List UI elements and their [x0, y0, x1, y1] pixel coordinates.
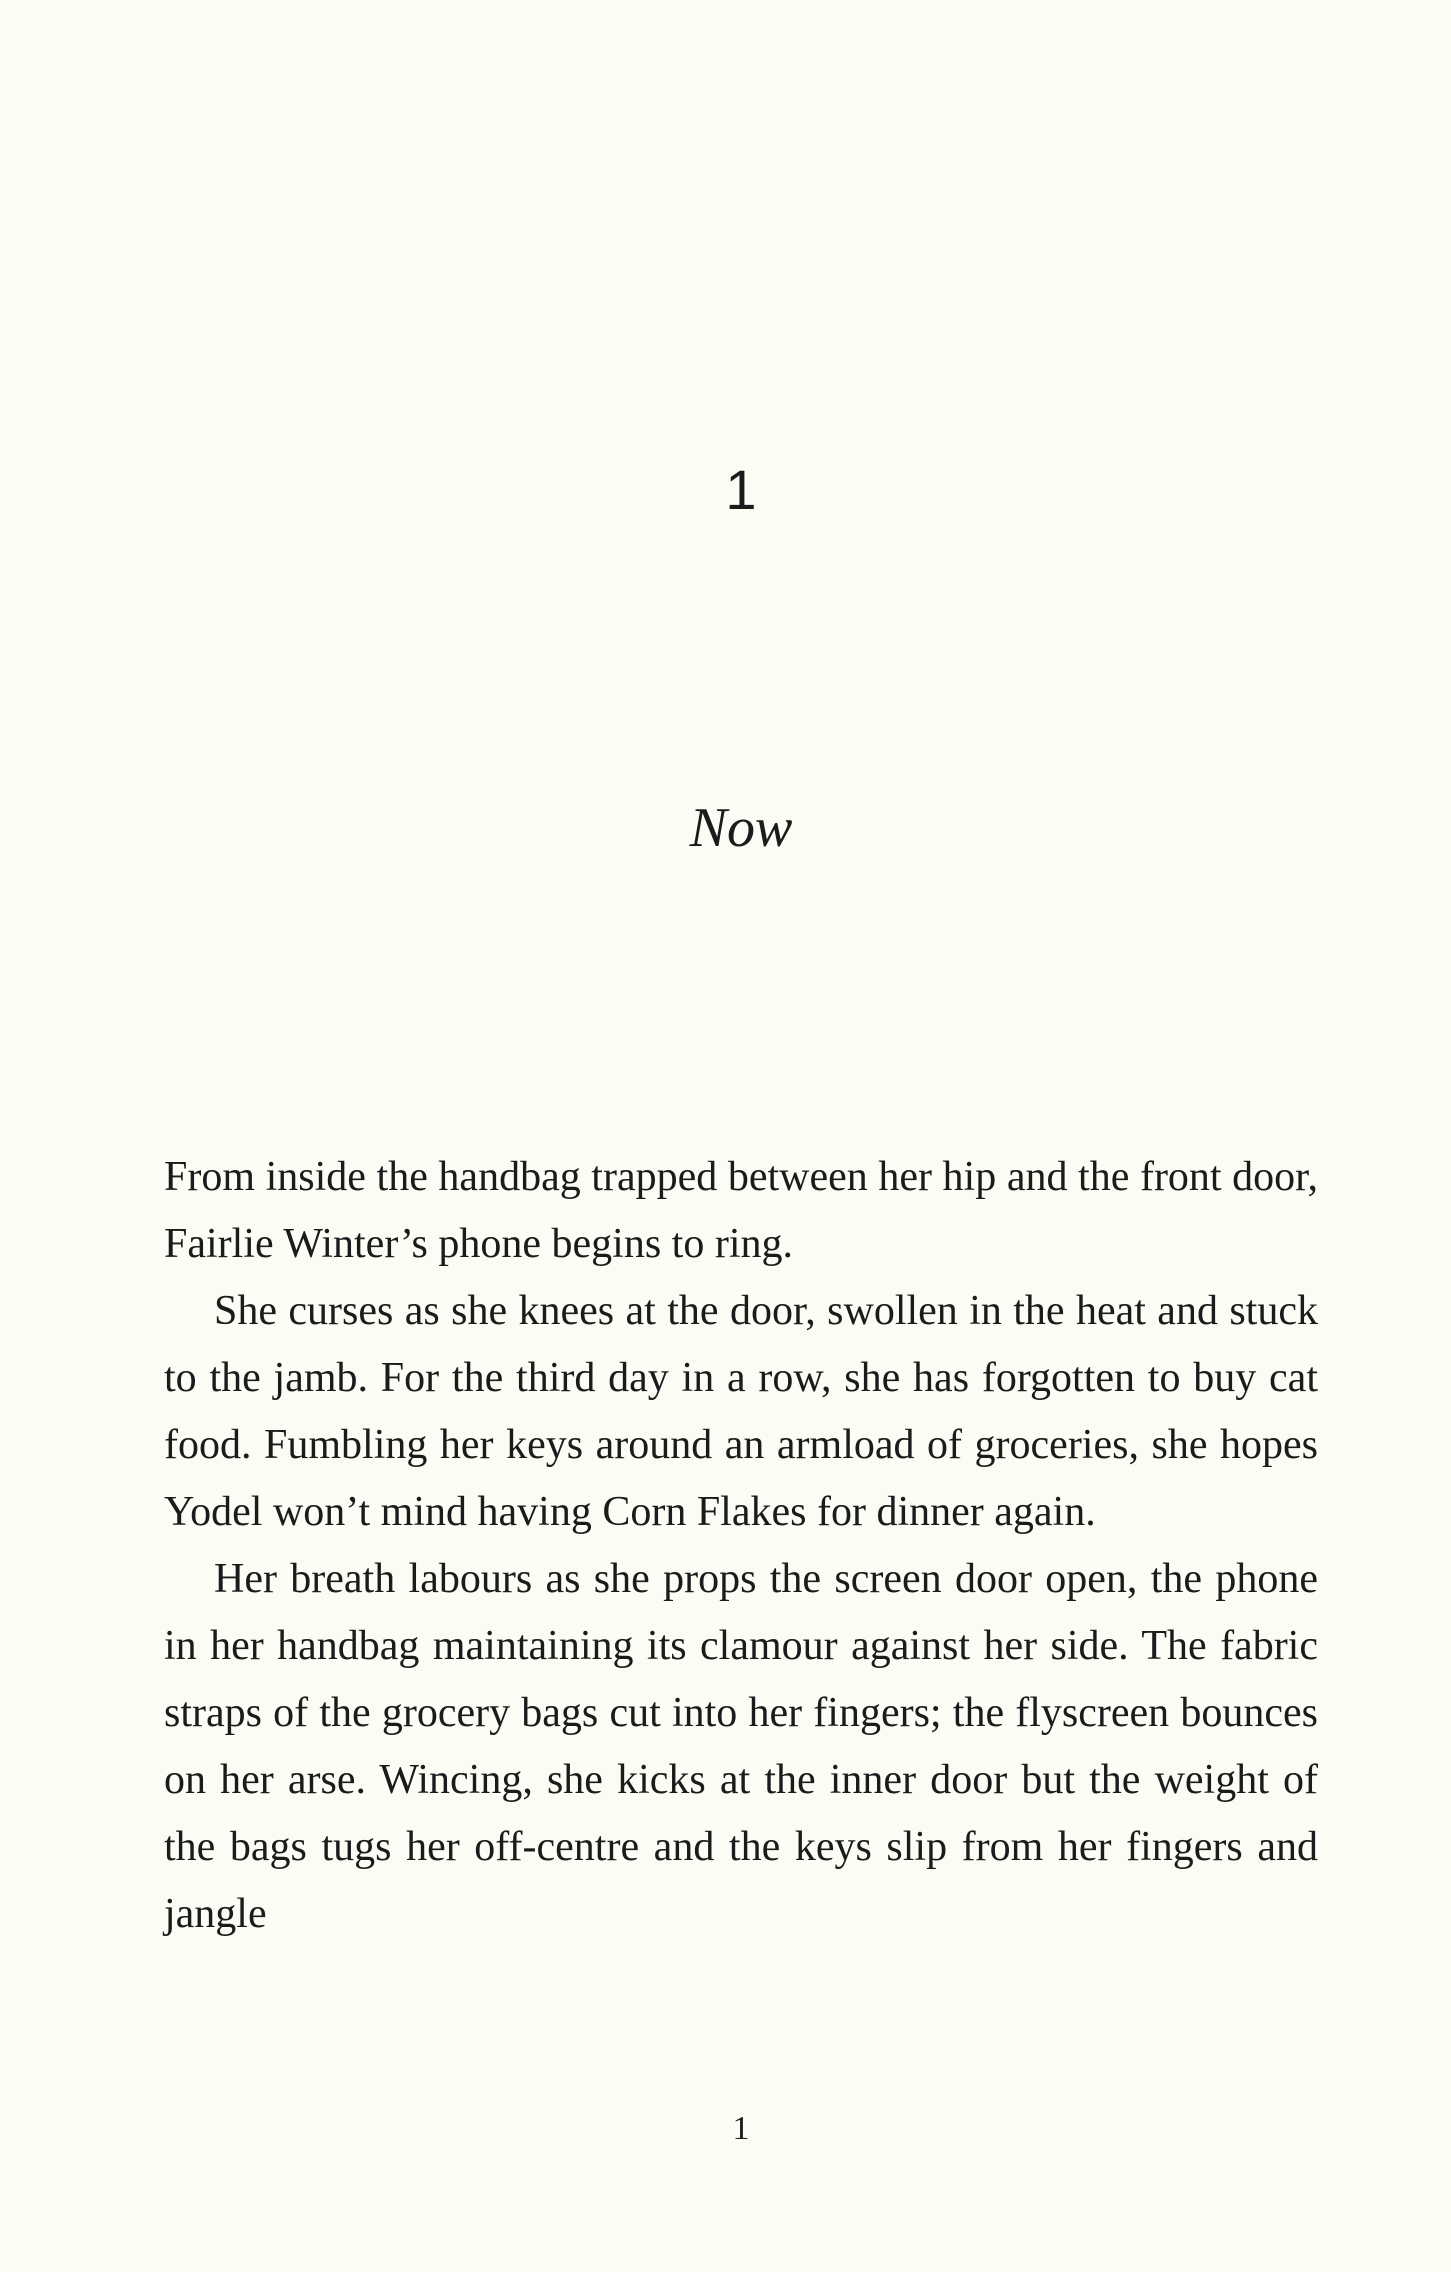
paragraph: Her breath labours as she props the screen door open, the phone in her handbag maintaining its clamour against her side. The fabric straps of the grocery bags cut into her fingers; the flyscreen bounces on her arse. Wincing, she kicks at the inner door but the weight of the bags tugs her off-centre and the keys slip from her fingers and jangle	[164, 1556, 1318, 1937]
page-number: 1	[732, 2110, 750, 2147]
chapter-number: 1	[725, 458, 757, 521]
paragraph: From inside the handbag trapped between her hip and the front door, Fairlie Winter’s phone begins to ring.	[164, 1154, 1318, 1267]
paragraph: She curses as she knees at the door, swollen in the heat and stuck to the jamb. For the third day in a row, she has forgotten to buy cat food. Fumbling her keys around an armload of groceries, she hopes Yodel won’t mind having Corn Flakes for dinner again.	[164, 1288, 1318, 1535]
body-text	[164, 1144, 1318, 1948]
chapter-title: Now	[689, 797, 793, 859]
